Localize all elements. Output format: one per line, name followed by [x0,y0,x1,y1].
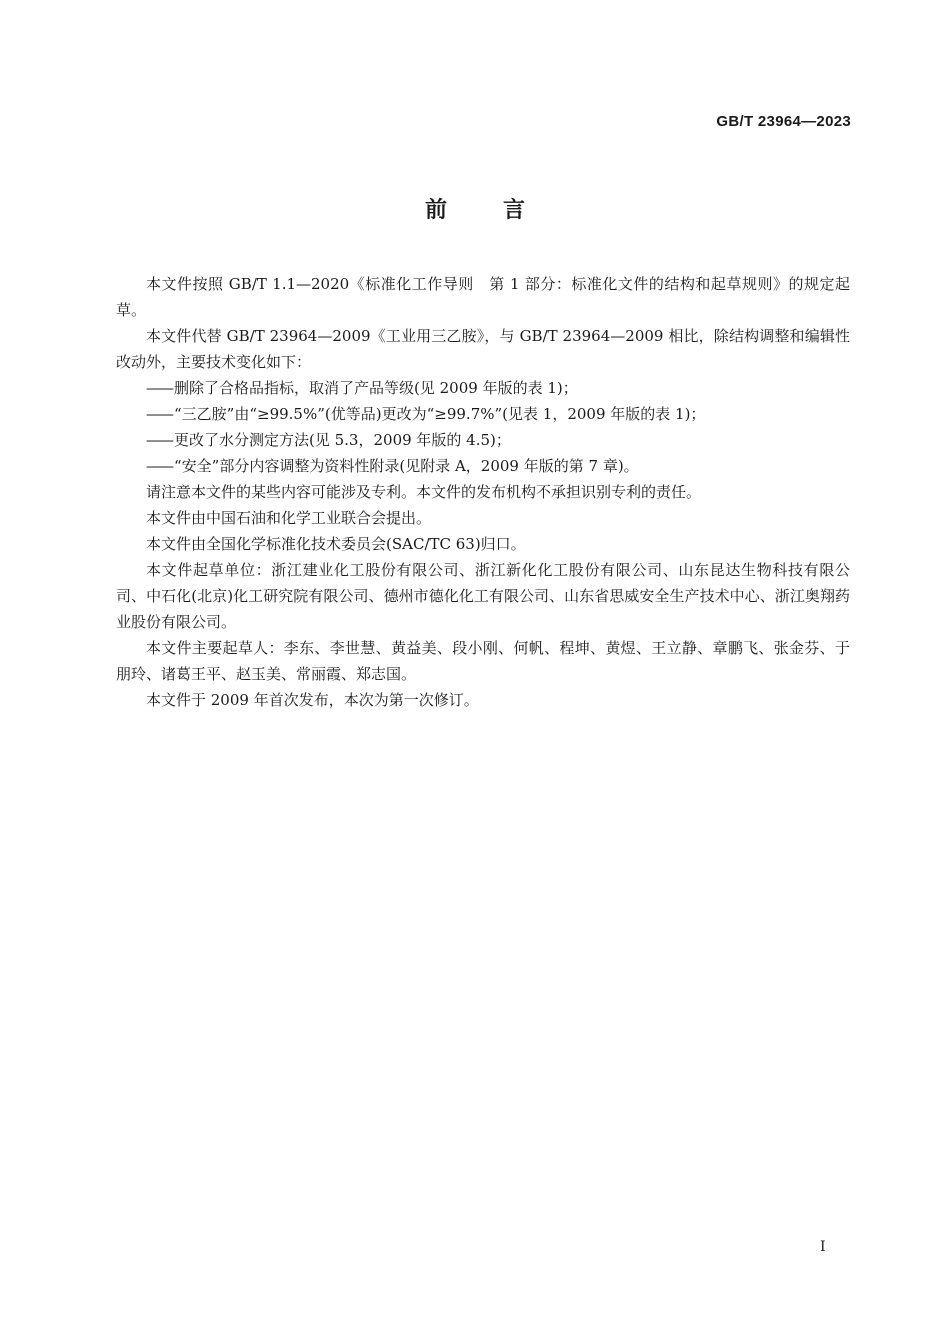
change-item-text: 更改了水分测定方法(见 5.3，2009 年版的 4.5)； [174,431,511,449]
dash-marker: —— [146,405,172,423]
paragraph-revision-history: 本文件于 2009 年首次发布，本次为第一次修订。 [146,691,479,709]
change-item [116,375,850,401]
paragraph-drafting-units: 本文件起草单位：浙江建业化工股份有限公司、浙江新化化工股份有限公司、山东昆达生物科技有限公司、中石化(北京)化工研究院有限公司、德州市德化化工有限公司、山东省思威安全生产技术中心、浙江奥翔药业股份有限公司。 [116,561,850,631]
change-item-text: “三乙胺”由“≥99.5%”(优等品)更改为“≥99.7%”(见表 1，2009 年版的表 1)； [174,405,706,423]
change-item [116,453,850,479]
change-item [116,427,850,453]
paragraph-replaces: 本文件代替 GB/T 23964—2009《工业用三乙胺》，与 GB/T 23964—2009 相比，除结构调整和编辑性改动外，主要技术变化如下： [116,327,850,371]
title-char-1: 前 [424,198,447,223]
paragraph-drafting-rules: 本文件按照 GB/T 1.1—2020《标准化工作导则 第 1 部分：标准化文件的结构和起草规则》的规定起草。 [116,275,850,319]
paragraph-proposed-by: 本文件由中国石油和化学工业联合会提出。 [146,509,432,527]
paragraph-centralized-by: 本文件由全国化学标准化技术委员会(SAC/TC 63)归口。 [146,535,526,553]
page-title [0,196,950,226]
change-item-text: “安全”部分内容调整为资料性附录(见附录 A，2009 年版的第 7 章)。 [174,457,639,475]
dash-marker: —— [146,457,172,475]
paragraph-patent-notice: 请注意本文件的某些内容可能涉及专利。本文件的发布机构不承担识别专利的责任。 [146,483,702,501]
page-number: I [820,1239,826,1255]
change-item [116,401,850,427]
paragraph-drafters: 本文件主要起草人：李东、李世慧、黄益美、段小刚、何帆、程坤、黄煜、王立静、章鹏飞、张金芬、于朋玲、诸葛王平、赵玉美、常丽霞、郑志国。 [116,639,850,683]
standard-number: GB/T 23964—2023 [716,113,851,130]
title-char-2: 言 [503,198,526,223]
change-item-text: 删除了合格品指标，取消了产品等级(见 2009 年版的表 1)； [174,379,578,397]
dash-marker: —— [146,379,172,397]
document-body [116,271,850,713]
dash-marker: —— [146,431,172,449]
